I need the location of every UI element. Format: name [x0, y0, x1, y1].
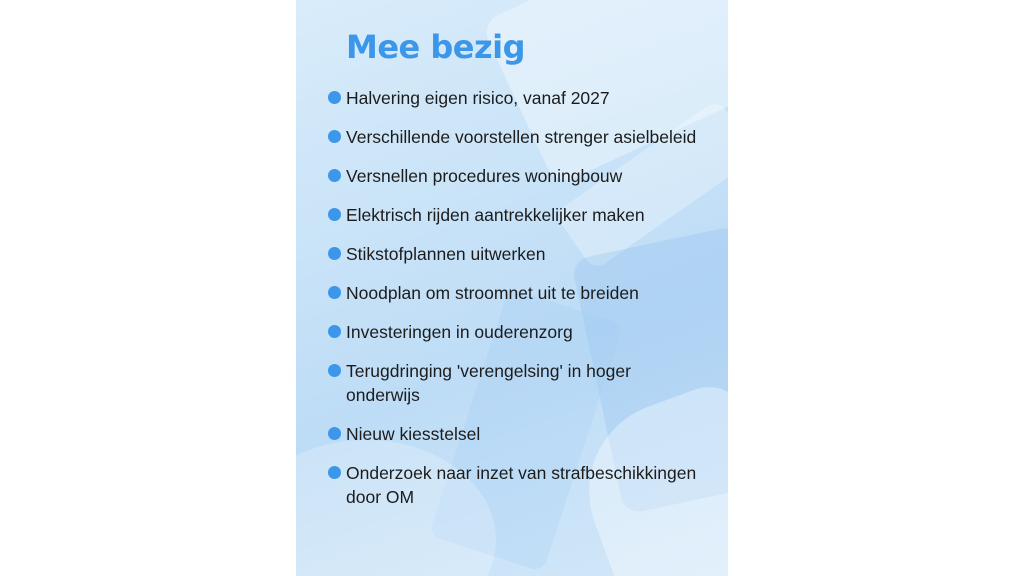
- list-item-text: Onderzoek naar inzet van strafbeschikkingen door OM: [346, 463, 697, 507]
- bullet-dot-icon: [328, 208, 341, 221]
- list-item-text: Nieuw kiesstelsel: [346, 424, 481, 444]
- list-item-text: Stikstofplannen uitwerken: [346, 244, 546, 264]
- bullet-dot-icon: [328, 91, 341, 104]
- list-item-text: Noodplan om stroomnet uit te breiden: [346, 283, 639, 303]
- list-item-text: Terugdringing 'verengelsing' in hoger onderwijs: [346, 361, 631, 405]
- card-title: Mee bezig: [346, 28, 525, 66]
- bullet-dot-icon: [328, 247, 341, 260]
- list-item: [328, 281, 708, 305]
- bullet-dot-icon: [328, 325, 341, 338]
- list-item-text: Investeringen in ouderenzorg: [346, 322, 573, 342]
- bullet-dot-icon: [328, 427, 341, 440]
- bullet-dot-icon: [328, 130, 341, 143]
- list-item: [328, 164, 708, 188]
- bullet-dot-icon: [328, 169, 341, 182]
- list-item-text: Elektrisch rijden aantrekkelijker maken: [346, 205, 645, 225]
- bullet-dot-icon: [328, 286, 341, 299]
- list-item: [328, 422, 708, 446]
- bullet-dot-icon: [328, 364, 341, 377]
- bullet-dot-icon: [328, 466, 341, 479]
- list-item: [328, 242, 708, 266]
- list-item: [328, 86, 708, 110]
- list-item-text: Verschillende voorstellen strenger asielbeleid: [346, 127, 697, 147]
- info-card: [296, 0, 728, 576]
- list-item: [328, 461, 708, 509]
- list-item: [328, 320, 708, 344]
- list-item: [328, 203, 708, 227]
- list-item-text: Versnellen procedures woningbouw: [346, 166, 623, 186]
- list-item-text: Halvering eigen risico, vanaf 2027: [346, 88, 610, 108]
- topic-list: [328, 86, 708, 524]
- list-item: [328, 359, 708, 407]
- list-item: [328, 125, 708, 149]
